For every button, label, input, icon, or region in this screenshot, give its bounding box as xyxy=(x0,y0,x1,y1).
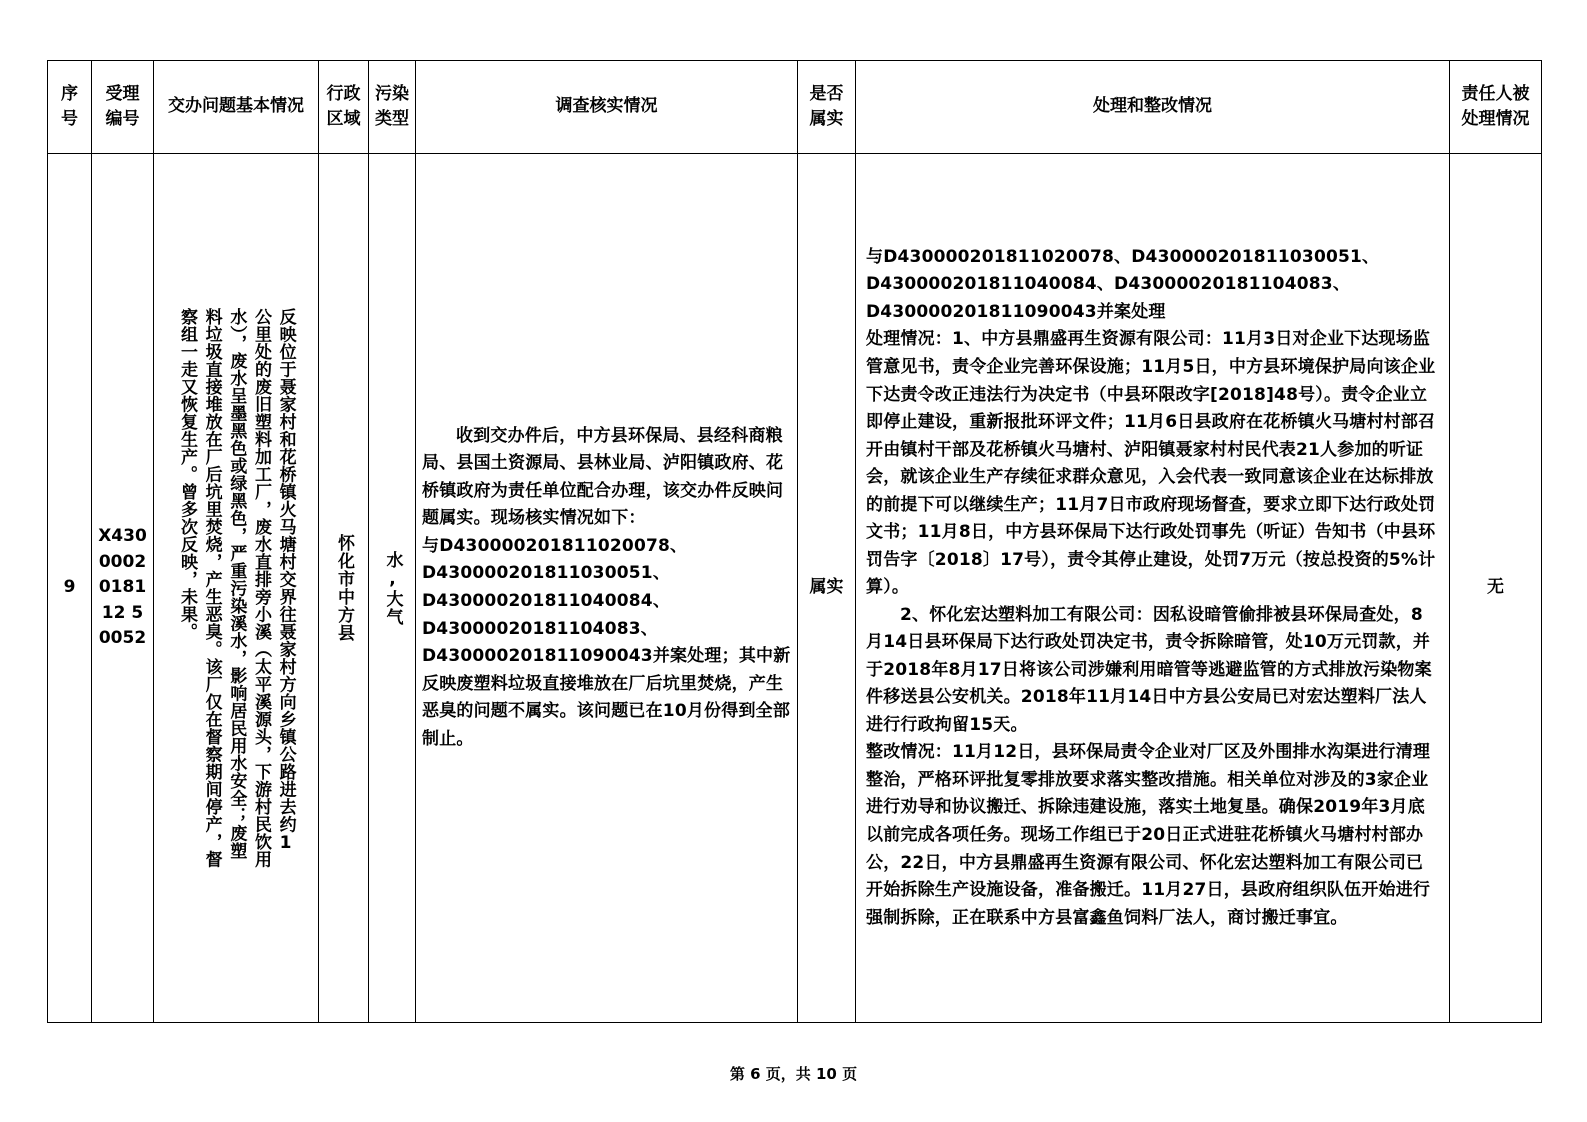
header-is-true-label: 是否属实 xyxy=(809,83,844,129)
survey-paragraph-1: 收到交办件后，中方县环保局、县经科商粮局、县国土资源局、县林业局、泸阳镇政府、花桥镇政府为责任单位配合办理，该交办件反映问题属实。现场核实情况如下： xyxy=(422,425,784,529)
table-row xyxy=(48,154,1542,1023)
handling-paragraph-1: 与D430000201811020078、D430000201811030051、D430000201811040084、D43000020181104083、D430000201811090043并案处理 xyxy=(866,246,1380,322)
header-accept-no-label: 受理编号 xyxy=(105,83,140,129)
cell-seq-value: 9 xyxy=(63,577,76,598)
header-region xyxy=(319,61,369,154)
cell-handling xyxy=(856,154,1450,1023)
header-seq-label: 序号 xyxy=(61,83,78,129)
header-handling-label: 处理和整改情况 xyxy=(1093,96,1212,117)
cell-region-value: 怀化市中方县 xyxy=(333,534,354,642)
page-footer xyxy=(0,1063,1587,1084)
cell-accept-no xyxy=(92,154,154,1023)
header-region-label: 行政区域 xyxy=(326,83,361,129)
header-accept-no xyxy=(92,61,154,154)
table-header-row xyxy=(48,61,1542,154)
cell-is-true xyxy=(798,154,856,1023)
survey-paragraph-2: 与D430000201811020078、D430000201811030051、D430000201811040084、D43000020181104083、D430000201811090043并案处理；其中新反映废塑料垃圾直接堆放在厂后坑里焚烧，产生恶臭的问题不属实。该问题已在10月份得到全部制止。 xyxy=(422,535,791,749)
cell-is-true-value: 属实 xyxy=(809,577,844,598)
handling-paragraph-3: 2、怀化宏达塑料加工有限公司：因私设暗管偷排被县环保局查处，8月14日县环保局下达行政处罚决定书，责令拆除暗管，处10万元罚款，并于2018年8月17日将该公司涉嫌利用暗管等逃避监管的方式排放污染物案件移送县公安机关。2018年11月14日中方县公安局已对宏达塑料厂法人进行行政拘留15天。 xyxy=(866,604,1432,735)
cell-pollution-type-value: 水,大气 xyxy=(382,550,403,626)
cell-basic-situation xyxy=(154,154,319,1023)
cell-region xyxy=(319,154,369,1023)
cell-person-handled-value: 无 xyxy=(1487,577,1504,598)
header-handling xyxy=(856,61,1450,154)
header-survey xyxy=(416,61,798,154)
page-number-label: 第 6 页，共 10 页 xyxy=(729,1065,858,1083)
header-seq xyxy=(48,61,92,154)
inspection-report-table xyxy=(47,60,1542,1023)
cell-seq xyxy=(48,154,92,1023)
header-person-handled-label: 责任人被处理情况 xyxy=(1461,83,1530,129)
handling-paragraph-4: 整改情况：11月12日，县环保局责令企业对厂区及外围排水沟渠进行清理整治，严格环评批复零排放要求落实整改措施。相关单位对涉及的3家企业进行劝导和协议搬迁、拆除违建设施，落实土地复垦。确保2019年3月底以前完成各项任务。现场工作组已于20日正式进驻花桥镇火马塘村村部办公，22日，中方县鼎盛再生资源有限公司、怀化宏达塑料加工有限公司已开始拆除生产设施设备，准备搬迁。11月27日，县政府组织队伍开始进行强制拆除，正在联系中方县富鑫鱼饲料厂法人，商讨搬迁事宜。 xyxy=(866,742,1431,928)
cell-accept-no-value: X4300002018112 50052 xyxy=(98,526,147,649)
header-pollution-type-label: 污染类型 xyxy=(375,83,409,129)
header-basic-situation-label: 交办问题基本情况 xyxy=(168,96,304,117)
header-person-handled xyxy=(1450,61,1542,154)
cell-person-handled xyxy=(1450,154,1542,1023)
handling-paragraph-2: 处理情况：1、中方县鼎盛再生资源有限公司：11月3日对企业下达现场监管意见书，责令企业完善环保设施；11月5日，中方县环境保护局向该企业下达责令改正违法行为决定书（中县环限改字[2018]48号）。责令企业立即停止建设，重新报批环评文件；11月6日县政府在花桥镇火马塘村村部召开由镇村干部及花桥镇火马塘村、泸阳镇聂家村村民代表21人参加的听证会，就该企业生产存续征求群众意见，入会代表一致同意该企业在达标排放的前提下可以继续生产；11月7日市政府现场督查，要求立即下达行政处罚文书；11月8日，中方县环保局下达行政处罚事先（听证）告知书（中县环罚告字〔2018〕17号），责令其停止建设，处罚7万元（按总投资的5%计算）。 xyxy=(866,329,1436,598)
header-survey-label: 调查核实情况 xyxy=(555,96,658,117)
cell-pollution-type xyxy=(369,154,416,1023)
header-is-true xyxy=(798,61,856,154)
cell-survey xyxy=(416,154,798,1023)
cell-basic-situation-value: 反映位于聂家村和花桥镇火马塘村交界往聂家村方向乡镇公路进去约1公里处的废旧塑料加工厂，废水直排旁小溪（太平溪源头，下游村民饮用水），废水呈墨黑色或绿黑色，严重污染溪水，影响居民用水安全；废塑料垃圾直接堆放在厂后坑里焚烧，产生恶臭。该厂仅在督察期间停产，督察组一走又恢复生产。曾多次反映，未果。 xyxy=(177,308,296,868)
header-pollution-type xyxy=(369,61,416,154)
header-basic-situation xyxy=(154,61,319,154)
